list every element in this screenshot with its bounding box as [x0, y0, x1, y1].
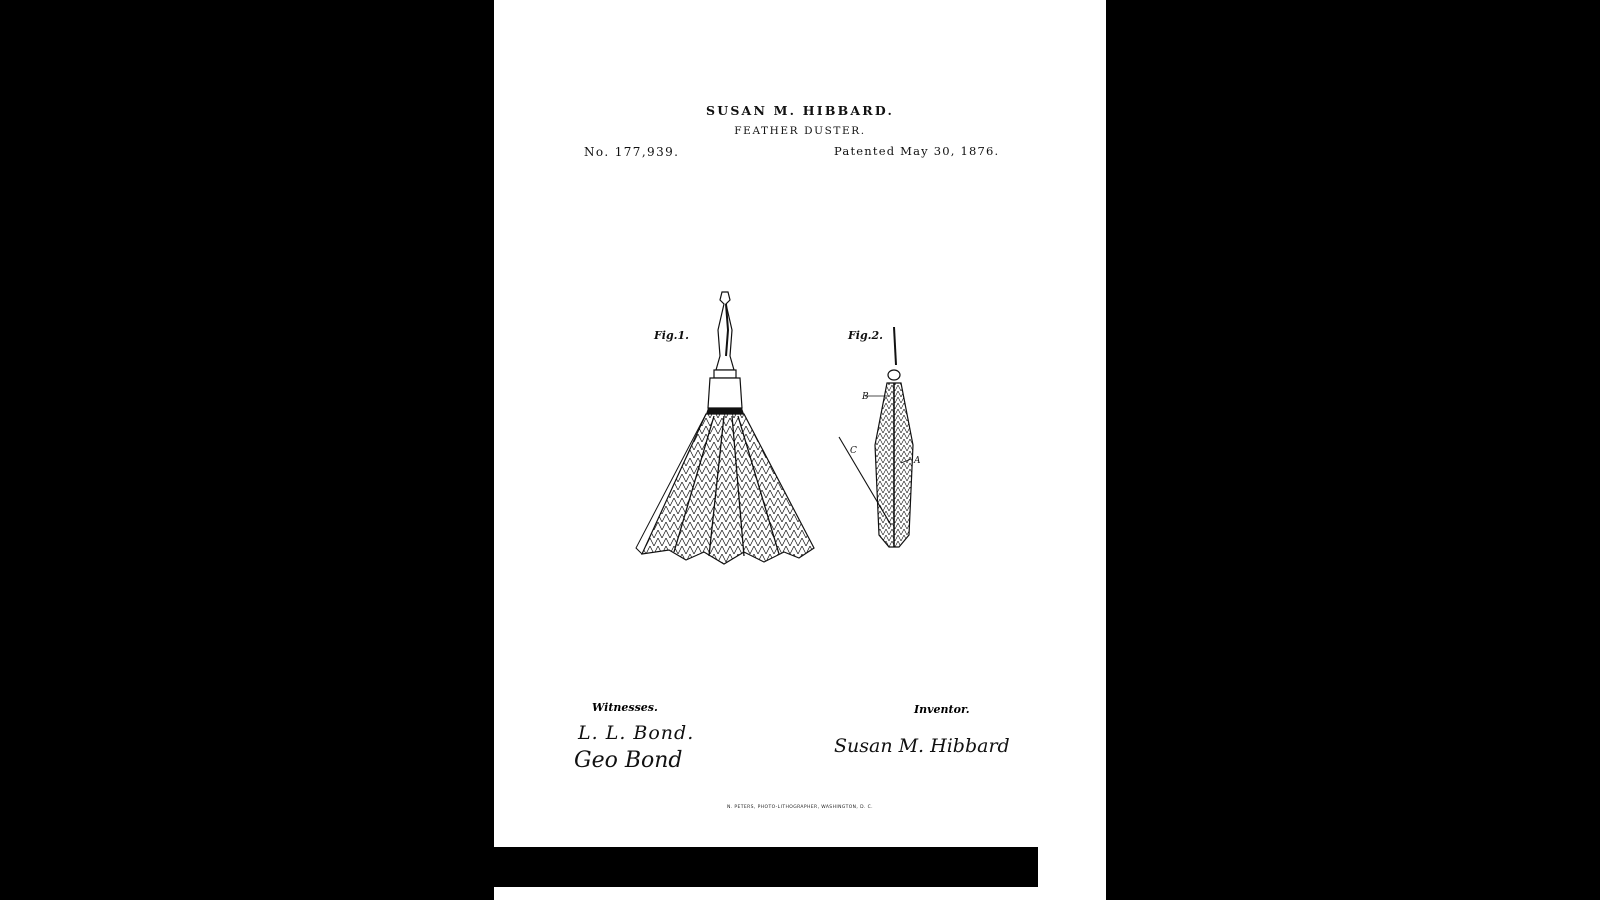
- inventor-signature: Susan M. Hibbard: [834, 735, 1010, 757]
- fig2-label: Fig.2.: [848, 329, 883, 342]
- fig2-callout-a: A: [914, 456, 921, 466]
- patent-number: No. 177,939.: [584, 145, 680, 159]
- inventor-name: SUSAN M. HIBBARD.: [706, 103, 894, 118]
- witness-2-signature: Geo Bond: [574, 748, 683, 773]
- lithographer-imprint: N. PETERS, PHOTO-LITHOGRAPHER, WASHINGTON, D. C.: [726, 805, 873, 810]
- fig2-feather-drawing: [829, 325, 939, 560]
- witnesses-label: Witnesses.: [592, 701, 658, 714]
- patent-page: [494, 0, 1106, 900]
- fig1-label: Fig.1.: [654, 329, 689, 342]
- scan-bottom-bar: [494, 847, 1038, 887]
- fig1-feather-duster-drawing: [614, 290, 834, 600]
- patent-date: Patented May 30, 1876.: [834, 144, 1000, 158]
- inventor-label: Inventor.: [914, 703, 970, 716]
- patent-title: FEATHER DUSTER.: [734, 125, 866, 137]
- fig2-callout-c: C: [850, 446, 857, 456]
- fig2-callout-b: B: [862, 392, 869, 402]
- witness-1-signature: L. L. Bond.: [578, 722, 695, 744]
